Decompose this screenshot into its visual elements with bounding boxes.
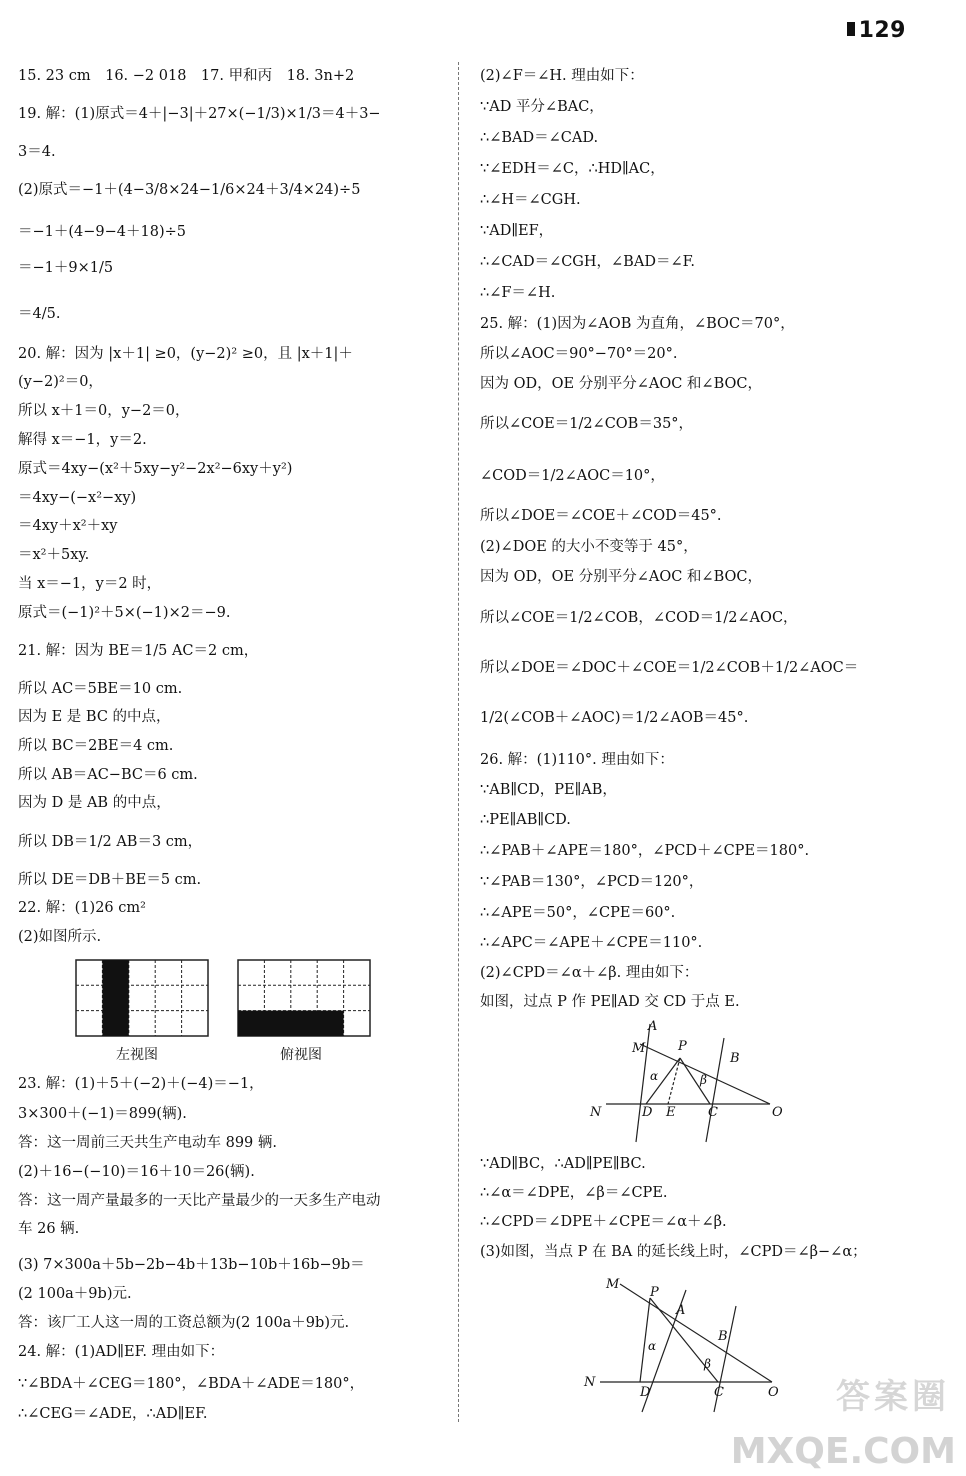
label-P: P: [678, 1039, 687, 1054]
line-PE: [668, 1058, 680, 1104]
text-line: ∴∠BAD＝∠CAD.: [480, 130, 599, 146]
text-line: 3×300＋(−1)＝899(辆).: [18, 1106, 187, 1122]
text-line: 车 26 辆.: [18, 1221, 80, 1237]
text-line: 因为 OD，OE 分别平分∠AOC 和∠BOC，: [480, 376, 762, 392]
label-A: A: [676, 1303, 686, 1318]
text-line: 23. 解：(1)＋5＋(−2)＋(−4)＝−1，: [18, 1076, 264, 1092]
text-line: 答：这一周前三天共生产电动车 899 辆.: [18, 1135, 278, 1151]
text-line: (2)∠F＝∠H. 理由如下：: [480, 68, 644, 84]
text-line: ＝−1＋(4−9−4＋18)÷5: [18, 224, 186, 240]
label-O: O: [772, 1105, 783, 1120]
text-line: ∵∠PAB＝130°，∠PCD＝120°，: [480, 874, 704, 890]
text-line: 所以 x＋1＝0，y−2＝0，: [18, 403, 190, 419]
text-line: 如图，过点 P 作 PE∥AD 交 CD 于点 E.: [480, 994, 740, 1010]
text-line: ∴∠PAB＋∠APE＝180°，∠PCD＋∠CPE＝180°.: [480, 843, 810, 859]
text-line: 原式＝(−1)²＋5×(−1)×2＝−9.: [18, 605, 231, 621]
text-line: ∵AD∥EF，: [480, 223, 554, 239]
label-N: N: [590, 1105, 602, 1120]
text-line: ＝x²＋5xy.: [18, 547, 90, 563]
text-line: ＝−1＋9×1/5: [18, 260, 114, 276]
text-line: ＝4xy−(−x²−xy): [18, 490, 137, 506]
text-line: ∴∠α＝∠DPE，∠β＝∠CPE.: [480, 1185, 668, 1201]
label-alpha: α: [648, 1339, 657, 1353]
text-line: ∴∠APE＝50°，∠CPE＝60°.: [480, 905, 676, 921]
text-line: ∠COD＝1/2∠AOC＝10°，: [480, 468, 665, 484]
text-line: (y−2)²＝0，: [18, 374, 103, 390]
text-line: ∴PE∥AB∥CD.: [480, 812, 571, 828]
geometry-figure-1: [588, 1016, 888, 1148]
text-line: (3)如图，当点 P 在 BA 的延长线上时，∠CPD＝∠β−∠α；: [480, 1244, 867, 1260]
column-divider: [458, 62, 459, 1422]
text-line: ∵AD∥BC，∴AD∥PE∥BC.: [480, 1156, 646, 1172]
label-C: C: [714, 1385, 724, 1400]
text-line: 因为 OD，OE 分别平分∠AOC 和∠BOC，: [480, 569, 762, 585]
text-line: 解得 x＝−1，y＝2.: [18, 432, 147, 448]
shaded-row: [238, 1011, 344, 1036]
text-line: 所以 BC＝2BE＝4 cm.: [18, 738, 174, 754]
text-line: ∴∠APC＝∠APE＋∠CPE＝110°.: [480, 935, 703, 951]
text-line: 所以 DB＝1/2 AB＝3 cm，: [18, 834, 203, 850]
left-view-figure: [74, 958, 214, 1040]
page-number: 129: [847, 18, 906, 43]
text-line: 因为 E 是 BC 的中点，: [18, 709, 171, 725]
text-line: (2)∠CPD＝∠α＋∠β. 理由如下：: [480, 965, 699, 981]
text-line: 原式＝4xy−(x²＋5xy−y²−2x²−6xy＋y²): [18, 461, 293, 477]
text-line: 答：该厂工人这一周的工资总额为(2 100a＋9b)元.: [18, 1315, 350, 1331]
text-line: ∴∠CAD＝∠CGH，∠BAD＝∠F.: [480, 254, 696, 270]
text-line: 当 x＝−1，y＝2 时，: [18, 576, 162, 592]
label-D: D: [640, 1385, 651, 1400]
label-O: O: [768, 1385, 779, 1400]
watermark-logo: 答案圈: [836, 1377, 950, 1417]
top-view-figure: [236, 958, 376, 1040]
label-M: M: [632, 1041, 646, 1056]
text-line: ∴∠CPD＝∠DPE＋∠CPE＝∠α＋∠β.: [480, 1214, 727, 1230]
label-C: C: [708, 1105, 718, 1120]
text-line: ∴∠H＝∠CGH.: [480, 192, 581, 208]
text-line: 所以∠AOC＝90°−70°＝20°.: [480, 346, 678, 362]
label-N: N: [584, 1375, 596, 1390]
label-beta: β: [704, 1357, 711, 1371]
text-line: 3＝4.: [18, 144, 56, 160]
text-line: 1/2(∠COB＋∠AOC)＝1/2∠AOB＝45°.: [480, 710, 749, 726]
text-line: ∵AD 平分∠BAC，: [480, 99, 604, 115]
text-line: ∵AB∥CD，PE∥AB，: [480, 782, 617, 798]
text-line: (3) 7×300a＋5b−2b−4b＋13b−10b＋16b−9b＝: [18, 1257, 365, 1273]
shaded-column: [102, 960, 128, 1036]
label-A: A: [648, 1019, 658, 1034]
text-line: ＝4xy＋x²＋xy: [18, 518, 118, 534]
text-line: 所以∠DOE＝∠DOC＋∠COE＝1/2∠COB＋1/2∠AOC＝: [480, 660, 859, 676]
label-E: E: [666, 1105, 676, 1120]
text-line: 所以 DE＝DB＋BE＝5 cm.: [18, 872, 202, 888]
text-line: 所以∠DOE＝∠COE＋∠COD＝45°.: [480, 508, 722, 524]
text-line: (2)∠DOE 的大小不变等于 45°，: [480, 539, 698, 555]
text-line: ＝4/5.: [18, 306, 61, 322]
label-B: B: [718, 1329, 728, 1344]
caption-top-view: 俯视图: [280, 1047, 322, 1063]
text-line: ∴∠F＝∠H.: [480, 285, 556, 301]
text-line: 20. 解：因为 |x＋1| ≥0，(y−2)² ≥0，且 |x＋1|＋: [18, 346, 353, 362]
text-line: 所以∠COE＝1/2∠COB，∠COD＝1/2∠AOC，: [480, 610, 798, 626]
text-line: 25. 解：(1)因为∠AOB 为直角，∠BOC＝70°，: [480, 316, 795, 332]
text-line: 因为 D 是 AB 的中点，: [18, 795, 171, 811]
caption-left-view: 左视图: [116, 1047, 158, 1063]
text-line: (2 100a＋9b)元.: [18, 1286, 132, 1302]
label-B: B: [730, 1051, 740, 1066]
label-M: M: [606, 1277, 620, 1292]
text-line: 所以∠COE＝1/2∠COB＝35°，: [480, 416, 694, 432]
text-line: 26. 解：(1)110°. 理由如下：: [480, 752, 674, 768]
text-line: 答：这一周产量最多的一天比产量最少的一天多生产电动: [18, 1193, 381, 1209]
text-line: (2)＋16−(−10)＝16＋10＝26(辆).: [18, 1164, 255, 1180]
text-line: 19. 解：(1)原式＝4＋|−3|＋27×(−1/3)×1/3＝4＋3−: [18, 106, 381, 122]
text-line: 15. 23 cm 16. −2 018 17. 甲和丙 18. 3n+2: [18, 68, 355, 84]
text-line: ∵∠EDH＝∠C，∴HD∥AC，: [480, 161, 665, 177]
label-P: P: [650, 1285, 659, 1300]
text-line: 所以 AC＝5BE＝10 cm.: [18, 681, 183, 697]
line-MO: [620, 1284, 772, 1382]
line-BC: [706, 1038, 724, 1142]
text-line: 22. 解：(1)26 cm²: [18, 900, 146, 916]
label-alpha: α: [650, 1069, 659, 1083]
label-beta: β: [700, 1073, 707, 1087]
text-line: (2)原式＝−1＋(4−3/8×24−1/6×24＋3/4×24)÷5: [18, 182, 361, 198]
watermark: MXQE.COM: [730, 1431, 956, 1472]
text-line: 24. 解：(1)AD∥EF. 理由如下：: [18, 1344, 225, 1360]
text-line: ∴∠CEG＝∠ADE，∴AD∥EF.: [18, 1406, 208, 1422]
text-line: 所以 AB＝AC−BC＝6 cm.: [18, 767, 198, 783]
text-line: ∵∠BDA＋∠CEG＝180°，∠BDA＋∠ADE＝180°，: [18, 1376, 365, 1392]
label-D: D: [642, 1105, 653, 1120]
text-line: (2)如图所示.: [18, 929, 102, 945]
text-line: 21. 解：因为 BE＝1/5 AC＝2 cm，: [18, 643, 259, 659]
